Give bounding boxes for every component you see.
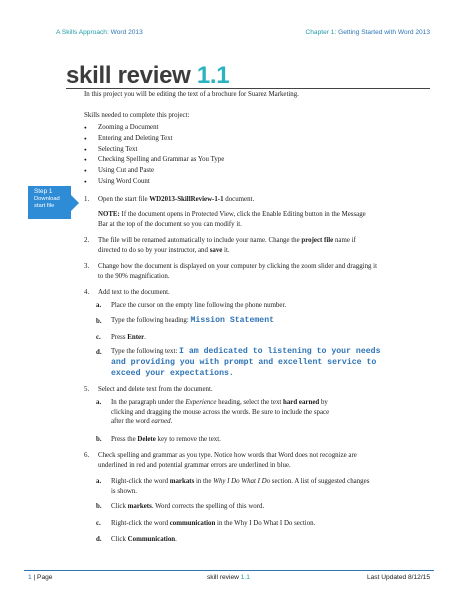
list-item: ● Using Word Count: [84, 177, 224, 188]
step-6d-text: Click Communication.: [111, 536, 177, 543]
title-rule: [66, 88, 430, 89]
list-item: ● Checking Spelling and Grammar as You Type: [84, 155, 224, 166]
skills-lead: Skills needed to complete this project:: [84, 112, 190, 119]
list-item: ● Entering and Deleting Text: [84, 134, 224, 145]
substep-label: a.: [96, 302, 102, 309]
substep-label: d.: [96, 536, 102, 543]
step-number: 2.: [84, 237, 90, 244]
step-4d-text: Type the following text: I am dedicated to listening to your needs and providing you with prompt and excellent service to exceed your expectations.: [111, 347, 381, 378]
step-callout: [28, 186, 71, 219]
step-number: 4.: [84, 289, 90, 296]
download-link-2[interactable]: start file: [34, 203, 55, 209]
step-number: 1.: [84, 196, 90, 203]
step-3-text: Change how the document is displayed on your computer by clicking the zoom slider and dragging it to the 90% magnification.: [98, 263, 378, 280]
substep-label: c.: [96, 520, 101, 527]
step-4-text: Add text to the document.: [98, 289, 170, 296]
intro-text: In this project you will be editing the text of a brochure for Suarez Marketing.: [84, 91, 299, 98]
step-5a-text: In the paragraph under the Experience heading, select the text hard earned by clicking and dragging the mouse across the words. Be sure to include the space after the word earned.: [111, 399, 330, 425]
step-5b-text: Press the Delete key to remove the text.: [111, 436, 221, 443]
step-number: 3.: [84, 263, 90, 270]
substep-label: b.: [96, 318, 102, 325]
step-6c-text: Right-click the word communication in the Why I Do What I Do section.: [111, 520, 316, 527]
substep-label: d.: [96, 349, 102, 356]
substep-label: b.: [96, 503, 102, 510]
step-4b-text: Type the following heading: Mission Statement: [111, 316, 275, 325]
substep-label: c.: [96, 334, 101, 341]
footer-title: skill review 1.1: [207, 574, 250, 581]
substep-label: a.: [96, 399, 102, 406]
step-4a-text: Place the cursor on the empty line following the phone number.: [111, 302, 287, 309]
step-number: 6.: [84, 452, 90, 459]
list-item: ● Selecting Text: [84, 145, 224, 156]
download-link[interactable]: Download: [34, 196, 60, 202]
substep-label: a.: [96, 478, 102, 485]
step-1-text: Open the start file WD2013-SkillReview-1-1 document.: [98, 196, 255, 203]
page-title: skill review 1.1: [66, 62, 230, 89]
skills-list: [84, 123, 224, 188]
step-2-text: The file will be renamed automatically to include your name. Change the project file name if directed to do so by your instructor, and save it.: [98, 237, 356, 254]
step-6b-text: Click markets. Word corrects the spelling of this word.: [111, 503, 265, 510]
step-number: 5.: [84, 386, 90, 393]
running-header-left: A Skills Approach: Word 2013: [56, 29, 143, 36]
step-5-text: Select and delete text from the document.: [98, 386, 213, 393]
step-4c-text: Press Enter.: [111, 334, 146, 341]
callout-step: Step 1: [34, 188, 53, 195]
running-header-right: Chapter 1: Getting Started with Word 2013: [305, 29, 430, 36]
list-item: ● Zooming a Document: [84, 123, 224, 134]
step-6-text: Check spelling and grammar as you type. Notice how words that Word does not recognize are underlined in red and potential grammar errors are underlined in blue.: [98, 452, 357, 469]
substep-label: b.: [96, 436, 102, 443]
page-number: 1 | Page: [28, 574, 53, 581]
footer-date: Last Updated 8/12/15: [366, 574, 430, 581]
step-1-note: NOTE: If the document opens in Protected View, click the Enable Editing button in the Message Bar at the top of the document so you can modify it.: [98, 211, 366, 228]
step-6a-text: Right-click the word markats in the Why I Do What I Do section. A list of suggested changes is shown.: [111, 478, 370, 495]
footer-rule: [24, 570, 434, 571]
list-item: ● Using Cut and Paste: [84, 166, 224, 177]
